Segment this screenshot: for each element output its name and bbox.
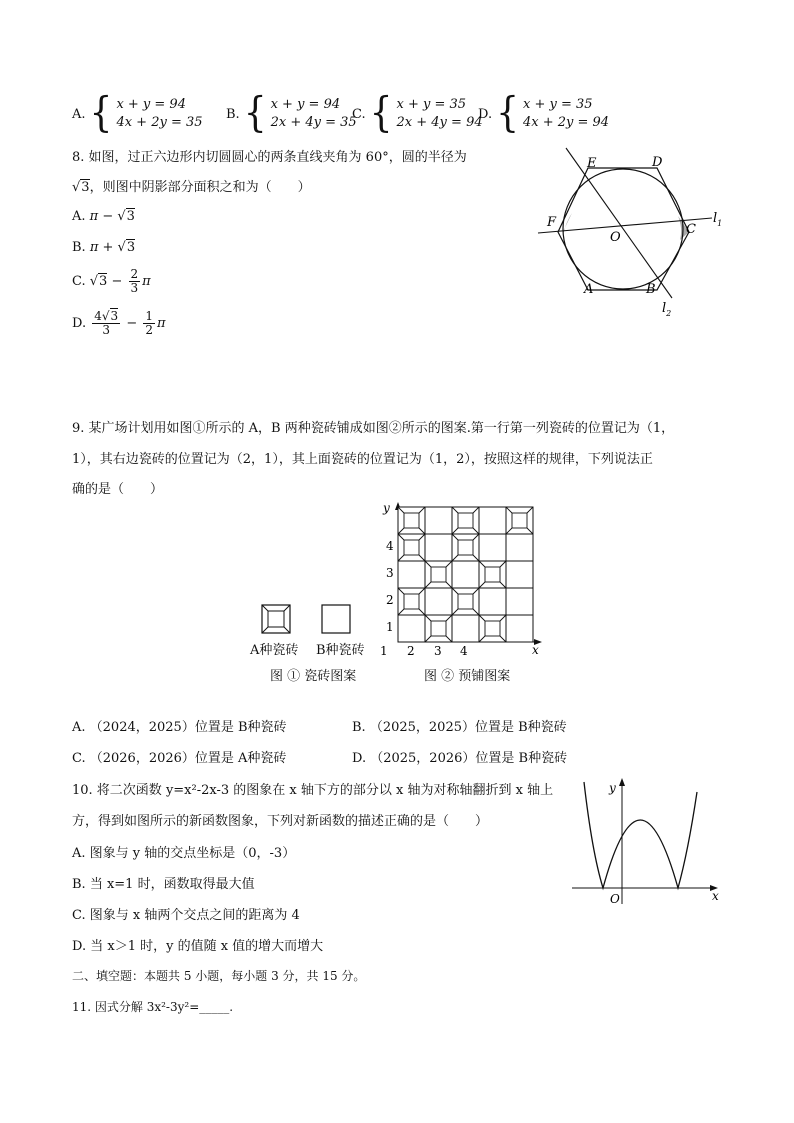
axis-x-label: x [712,889,719,903]
tile-b-icon [322,605,350,633]
curve [584,782,697,888]
q9-option-d: D. （2025，2026）位置是 B种瓷砖 [352,751,568,766]
q8-option-d: D. $\frac{4√3}{3}$ − $\frac{1}{2}$ π [72,309,166,337]
x-tick-2: 2 [407,644,415,658]
axis-x-label: x [532,643,539,657]
q10-option-d: D. 当 x＞1 时，y 的值随 x 值的增大而增大 [72,939,324,954]
equation: x + y = 94 [116,97,186,112]
axis-y-label: y [383,501,390,515]
label-F: F [547,215,557,230]
x-tick-1: 1 [380,644,388,658]
q8-stem-line1: 8. 如图，过正六边形内切圆圆心的两条直线夹角为 60°，圆的半径为 [72,150,467,165]
q9-stem-line2: 1），其右边瓷砖的位置记为（2，1），其上面瓷砖的位置记为（1，2），按照这样的规律，下列说法正 [72,452,653,467]
option-label: C. [352,106,366,122]
tile-a-label: A种瓷砖 [250,643,299,658]
x-tick-3: 3 [434,644,442,658]
label-A: A [584,282,594,297]
q10-option-b: B. 当 x=1 时，函数取得最大值 [72,877,255,892]
q10-stem-line1: 10. 将二次函数 y=x²-2x-3 的图象在 x 轴下方的部分以 x 轴为对称轴翻折到 x 轴上 [72,783,554,798]
label-B: B [646,282,656,297]
q9-option-c: C. （2026，2026）位置是 A种瓷砖 [72,751,287,766]
tile-a-icon [262,605,290,633]
section-heading: 二、填空题：本题共 5 小题，每小题 3 分，共 15 分。 [72,969,366,983]
option-label: A. [72,106,86,122]
q7-option-d: D. { x + y = 35 4x + 2y = 94 [478,89,610,137]
equation: 4x + 2y = 35 [116,115,203,130]
q9-option-a: A. （2024，2025）位置是 B种瓷砖 [72,720,287,735]
y-tick-3: 3 [386,566,394,580]
q9-stem-line1: 9. 某广场计划用如图①所示的 A，B 两种瓷砖铺成如图②所示的图案.第一行第一列瓷砖的位置记为（1， [72,421,675,436]
q8-option-a: A. π − √3 [72,209,135,224]
function-graph [568,772,728,912]
hexagon-figure [530,140,730,325]
tile-b-label: B种瓷砖 [316,643,365,658]
figure1-caption: 图 ① 瓷砖图案 [270,669,357,684]
equation: x + y = 94 [270,97,341,112]
origin-label: O [610,892,620,906]
q8-option-c: C. √3 − $\frac{2}{3}$ π [72,267,151,295]
label-l2: $l_2$ [662,301,672,318]
q9-stem-line3: 确的是（ ） [72,482,164,497]
y-tick-1: 1 [386,620,394,634]
label-l1: $l_1$ [713,211,723,228]
figure2-caption: 图 ② 预铺图案 [424,669,511,684]
equation: 2x + 4y = 35 [270,115,357,130]
label-O: O [610,230,621,245]
equation: 2x + 4y = 94 [396,115,483,130]
equation: x + y = 35 [396,97,467,112]
equation: x + y = 35 [523,97,593,112]
tiling-grid [376,498,546,660]
label-C: C [686,222,696,237]
option-label: B. [226,106,240,122]
q7-option-c: C. { x + y = 35 2x + 4y = 94 [352,89,483,137]
option-label: D. [478,106,493,122]
y-tick-2: 2 [386,593,394,607]
q10-option-a: A. 图象与 y 轴的交点坐标是（0，-3） [72,846,296,861]
y-tick-4: 4 [386,539,394,553]
q10-stem-line2: 方，得到如图所示的新函数图象，下列对新函数的描述正确的是（ ） [72,814,489,829]
q7-option-a: A. { x + y = 94 4x + 2y = 35 [72,89,203,137]
q10-option-c: C. 图象与 x 轴两个交点之间的距离为 4 [72,908,300,923]
q8-option-b: B. π + √3 [72,240,136,255]
equation: 4x + 2y = 94 [523,115,610,130]
q7-option-b: B. { x + y = 94 2x + 4y = 35 [226,89,357,137]
axis-y-label: y [609,781,616,795]
q11-stem: 11. 因式分解 3x²-3y²=_____. [72,1000,234,1014]
q8-stem-line2: √3，则图中阴影部分面积之和为（ ） [72,180,311,195]
q9-option-b: B. （2025，2025）位置是 B种瓷砖 [352,720,567,735]
label-D: D [652,155,663,170]
x-tick-4: 4 [460,644,468,658]
label-E: E [587,156,597,171]
